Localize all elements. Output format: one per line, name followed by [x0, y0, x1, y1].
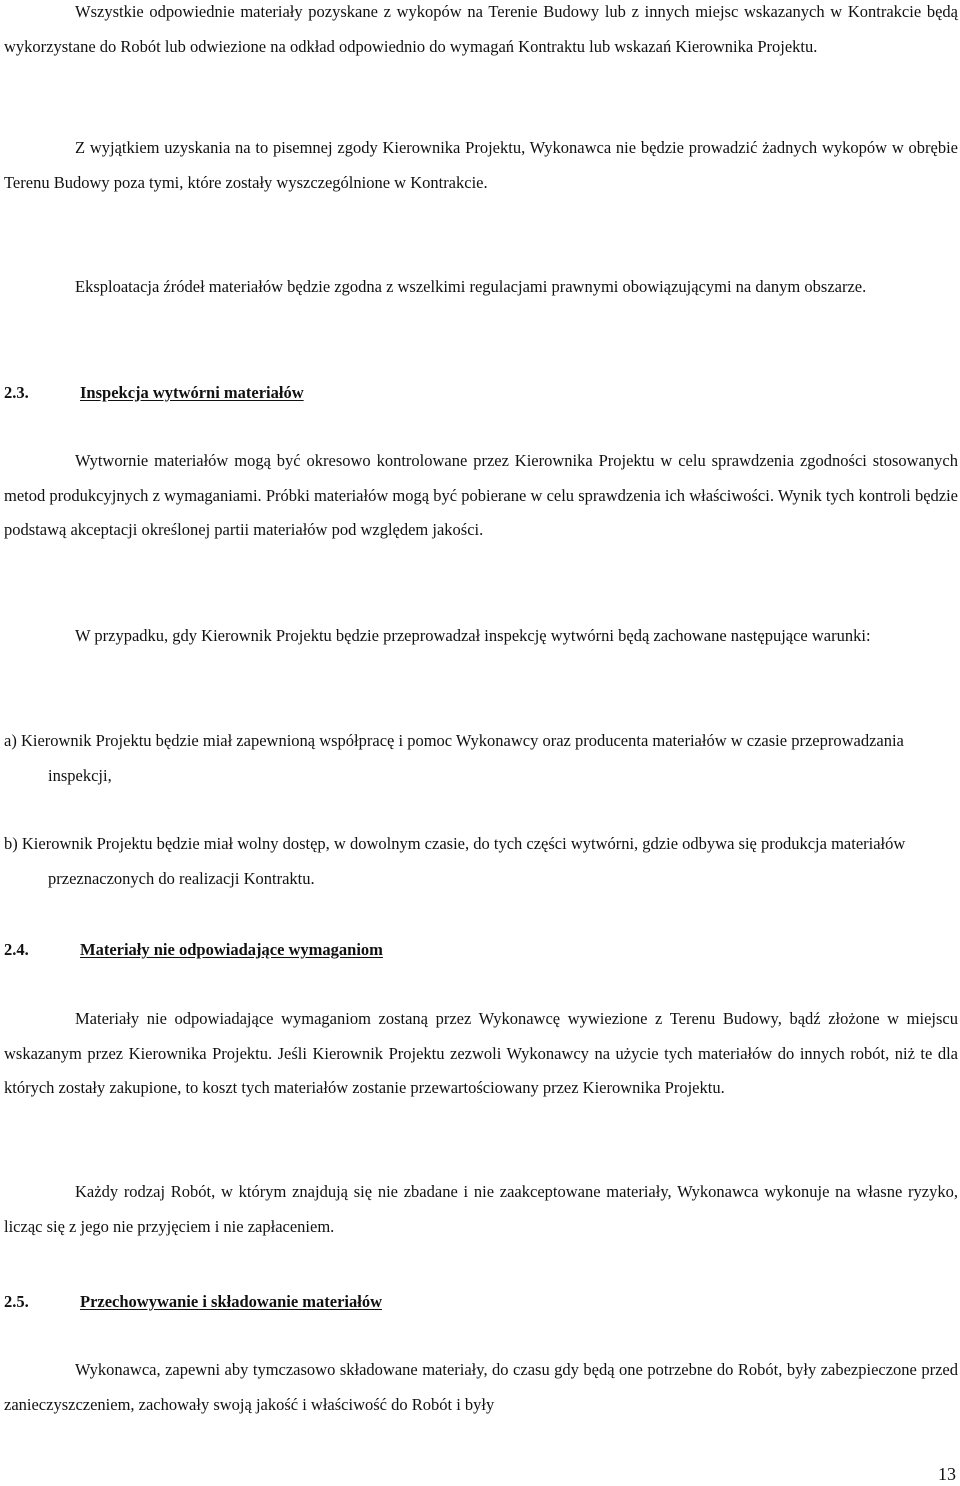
- section-number: 2.4.: [4, 940, 29, 959]
- section-title: Inspekcja wytwórni materiałów: [80, 383, 304, 402]
- section-heading-2-5: [4, 1285, 958, 1319]
- paragraph-source-exploitation: Eksploatacja źródeł materiałów będzie zgodna z wszelkimi regulacjami prawnymi obowiązującymi na danym obszarze.: [75, 277, 867, 296]
- section-number: 2.3.: [4, 383, 29, 402]
- paragraph-unverified-materials: Każdy rodzaj Robót, w którym znajdują się nie zbadane i nie zaakceptowane materiały, Wykonawca wykonuje na własne ryzyko, licząc się z jego nie przyjęciem i nie zapłaceniem.: [4, 1182, 958, 1236]
- paragraph-excavation-consent: Z wyjątkiem uzyskania na to pisemnej zgody Kierownika Projektu, Wykonawca nie będzie prowadzić żadnych wykopów w obrębie Terenu Budowy poza tymi, które zostały wyszczególnione w Kontrakcie.: [4, 138, 958, 192]
- section-heading-2-4: [4, 933, 958, 967]
- paragraph-rejected-materials: Materiały nie odpowiadające wymaganiom zostaną przez Wykonawcę wywiezione z Terenu Budowy, bądź złożone w miejscu wskazanym przez Kierownika Projektu. Jeśli Kierownik Projektu zezwoli Wykonawcy na użycie tych materiałów do innych robót, niż te dla których zostały zakupione, to koszt tych materiałów zostanie przewartościowany przez Kierownika Projektu.: [4, 1009, 958, 1097]
- section-title: Przechowywanie i składowanie materiałów: [80, 1292, 383, 1311]
- section-number: 2.5.: [4, 1292, 29, 1311]
- list-item-b: b) Kierownik Projektu będzie miał wolny dostęp, w dowolnym czasie, do tych części wytwórni, gdzie odbywa się produkcja materiałów przeznaczonych do realizacji Kontraktu.: [4, 834, 906, 888]
- section-heading-2-3: [4, 376, 958, 410]
- section-title: Materiały nie odpowiadające wymaganiom: [80, 940, 383, 959]
- paragraph-storage: Wykonawca, zapewni aby tymczasowo składowane materiały, do czasu gdy będą one potrzebne do Robót, były zabezpieczone przed zanieczyszczeniem, zachowały swoją jakość i właściwość do Robót i były: [4, 1360, 958, 1414]
- paragraph-inspection-conditions: W przypadku, gdy Kierownik Projektu będzie przeprowadzał inspekcję wytwórni będą zachowane następujące warunki:: [75, 626, 871, 645]
- list-item-a: a) Kierownik Projektu będzie miał zapewnioną współpracę i pomoc Wykonawcy oraz producenta materiałów w czasie przeprowadzania inspekcji,: [4, 731, 904, 785]
- paragraph-plant-inspection: Wytwornie materiałów mogą być okresowo kontrolowane przez Kierownika Projektu w celu sprawdzenia zgodności stosowanych metod produkcyjnych z wymaganiami. Próbki materiałów mogą być pobierane w celu sprawdzenia ich właściwości. Wynik tych kontroli będzie podstawą akceptacji określonej partii materiałów pod względem jakości.: [4, 451, 958, 539]
- paragraph-excavated-materials: Wszystkie odpowiednie materiały pozyskane z wykopów na Terenie Budowy lub z innych miejsc wskazanych w Kontrakcie będą wykorzystane do Robót lub odwiezione na odkład odpowiednio do wymagań Kontraktu lub wskazań Kierownika Projektu.: [4, 2, 958, 56]
- page-number: 13: [938, 1464, 956, 1484]
